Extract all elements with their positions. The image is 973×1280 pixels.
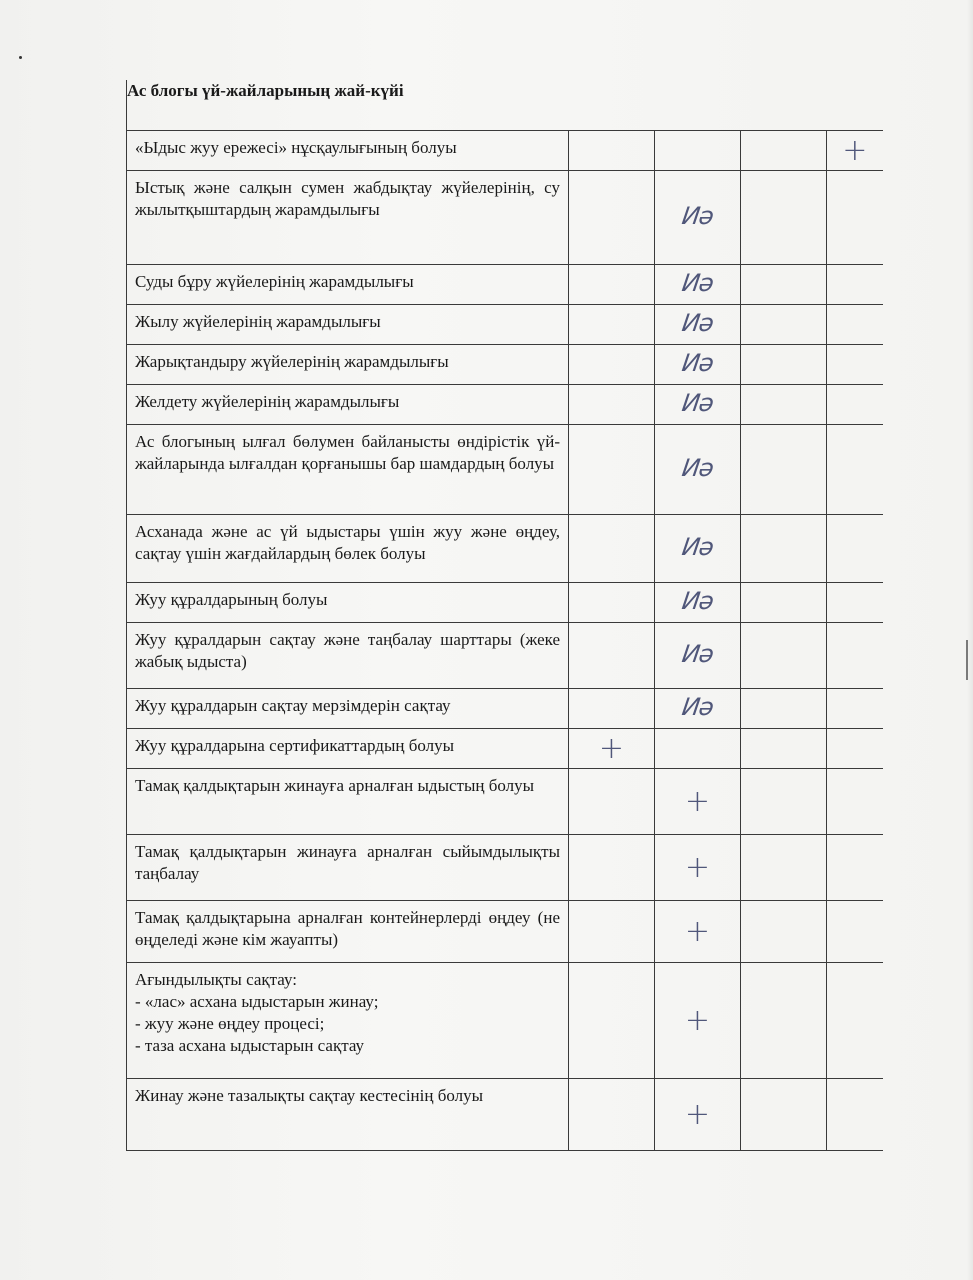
mark-cell-col4 — [827, 130, 883, 170]
mark-cell-col3 — [741, 834, 827, 900]
table-row — [127, 130, 883, 170]
mark-cell-col4 — [827, 1078, 883, 1150]
speck — [19, 56, 22, 59]
handwritten-mark: Иә — [680, 202, 715, 231]
mark-cell-col4 — [827, 728, 883, 768]
mark-cell-col4 — [827, 962, 883, 1078]
mark-cell-col2 — [655, 834, 741, 900]
mark-cell-col1 — [569, 170, 655, 264]
mark-cell-col2 — [655, 170, 741, 264]
mark-cell-col1 — [569, 304, 655, 344]
handwritten-mark: + — [684, 1096, 711, 1132]
mark-cell-col1 — [569, 728, 655, 768]
mark-cell-col4 — [827, 582, 883, 622]
handwritten-mark: + — [684, 913, 711, 949]
mark-cell-col1 — [569, 514, 655, 582]
mark-cell-col1 — [569, 1078, 655, 1150]
mark-cell-col4 — [827, 384, 883, 424]
mark-cell-col4 — [827, 304, 883, 344]
mark-cell-col3 — [741, 130, 827, 170]
mark-cell-col1 — [569, 834, 655, 900]
handwritten-mark: Иә — [680, 454, 715, 483]
mark-cell-col1 — [569, 688, 655, 728]
mark-cell-col2 — [655, 1078, 741, 1150]
table-row — [127, 304, 883, 344]
mark-cell-col4 — [827, 264, 883, 304]
mark-cell-col2 — [655, 384, 741, 424]
criterion-label: Тамақ қалдықтарына арналған контейнерлерді өңдеу (не өңделеді және кім жауапты) — [127, 900, 569, 962]
table-row — [127, 688, 883, 728]
table-row — [127, 1078, 883, 1150]
table-row — [127, 622, 883, 688]
criterion-label: Жуу құралдарына сертификаттардың болуы — [127, 728, 569, 768]
criterion-label: Тамақ қалдықтарын жинауға арналған сыйымдылықты таңбалау — [127, 834, 569, 900]
criterion-label: Тамақ қалдықтарын жинауға арналған ыдыстың болуы — [127, 768, 569, 834]
handwritten-mark: Иә — [680, 587, 715, 616]
criterion-label: Желдету жүйелерінің жарамдылығы — [127, 384, 569, 424]
criterion-label: Ағындылықты сақтау: - «лас» асхана ыдыстарын жинау; - жуу және өңдеу процесі; - таза асхана ыдыстарын сақтау — [127, 962, 569, 1078]
mark-cell-col3 — [741, 688, 827, 728]
mark-cell-col3 — [741, 622, 827, 688]
mark-cell-col1 — [569, 768, 655, 834]
criterion-label: «Ыдыс жуу ережесі» нұсқаулығының болуы — [127, 130, 569, 170]
table-row — [127, 728, 883, 768]
mark-cell-col2 — [655, 304, 741, 344]
mark-cell-col1 — [569, 622, 655, 688]
section-header-row — [127, 80, 883, 130]
mark-cell-col3 — [741, 344, 827, 384]
table-row — [127, 384, 883, 424]
mark-cell-col3 — [741, 424, 827, 514]
handwritten-mark: + — [684, 849, 711, 885]
mark-cell-col3 — [741, 582, 827, 622]
mark-cell-col1 — [569, 962, 655, 1078]
table-row — [127, 768, 883, 834]
mark-cell-col1 — [569, 582, 655, 622]
mark-cell-col1 — [569, 384, 655, 424]
mark-cell-col1 — [569, 130, 655, 170]
mark-cell-col4 — [827, 514, 883, 582]
mark-cell-col3 — [741, 264, 827, 304]
mark-cell-col4 — [827, 424, 883, 514]
criterion-label: Ас блогының ылғал бөлумен байланысты өндірістік үй-жайларында ылғалдан қорғанышы бар шамдардың болуы — [127, 424, 569, 514]
handwritten-mark: Иә — [680, 693, 715, 722]
mark-cell-col4 — [827, 344, 883, 384]
criterion-label: Жуу құралдарының болуы — [127, 582, 569, 622]
mark-cell-col4 — [827, 768, 883, 834]
inspection-table-body — [127, 80, 883, 1150]
mark-cell-col2 — [655, 264, 741, 304]
mark-cell-col2 — [655, 344, 741, 384]
criterion-label: Суды бұру жүйелерінің жарамдылығы — [127, 264, 569, 304]
mark-cell-col2 — [655, 622, 741, 688]
mark-cell-col2 — [655, 962, 741, 1078]
table-row — [127, 514, 883, 582]
mark-cell-col2 — [655, 130, 741, 170]
mark-cell-col2 — [655, 582, 741, 622]
mark-cell-col2 — [655, 424, 741, 514]
mark-cell-col2 — [655, 900, 741, 962]
handwritten-mark: Иә — [680, 269, 715, 298]
mark-cell-col4 — [827, 834, 883, 900]
mark-cell-col3 — [741, 962, 827, 1078]
mark-cell-col3 — [741, 514, 827, 582]
mark-cell-col1 — [569, 264, 655, 304]
mark-cell-col1 — [569, 344, 655, 384]
page-edge-shadow — [967, 0, 973, 1280]
mark-cell-col4 — [827, 900, 883, 962]
mark-cell-col4 — [827, 688, 883, 728]
mark-cell-col3 — [741, 728, 827, 768]
mark-cell-col3 — [741, 384, 827, 424]
mark-cell-col4 — [827, 622, 883, 688]
mark-cell-col2 — [655, 514, 741, 582]
table-row — [127, 170, 883, 264]
handwritten-mark: Иә — [680, 389, 715, 418]
mark-cell-col1 — [569, 424, 655, 514]
criterion-label: Асханада және ас үй ыдыстары үшін жуу және өңдеу, сақтау үшін жағдайлардың бөлек болуы — [127, 514, 569, 582]
criterion-label: Жуу құралдарын сақтау мерзімдерін сақтау — [127, 688, 569, 728]
mark-cell-col2 — [655, 728, 741, 768]
mark-cell-col4 — [827, 170, 883, 264]
section-title: Ас блогы үй-жайларының жай-күйі — [127, 80, 883, 130]
table-row — [127, 900, 883, 962]
mark-cell-col2 — [655, 688, 741, 728]
table-row — [127, 962, 883, 1078]
criterion-label: Жинау және тазалықты сақтау кестесінің болуы — [127, 1078, 569, 1150]
criterion-label: Ыстық және салқын сумен жабдықтау жүйелерінің, су жылытқыштардың жарамдылығы — [127, 170, 569, 264]
criterion-label: Жарықтандыру жүйелерінің жарамдылығы — [127, 344, 569, 384]
inspection-table — [126, 80, 883, 1151]
criterion-label: Жылу жүйелерінің жарамдылығы — [127, 304, 569, 344]
handwritten-mark: + — [598, 730, 625, 766]
mark-cell-col2 — [655, 768, 741, 834]
table-row — [127, 582, 883, 622]
mark-cell-col3 — [741, 900, 827, 962]
table-row — [127, 344, 883, 384]
handwritten-mark: Иә — [680, 533, 715, 562]
handwritten-mark: + — [684, 1002, 711, 1038]
table-row — [127, 834, 883, 900]
mark-cell-col3 — [741, 768, 827, 834]
mark-cell-col3 — [741, 170, 827, 264]
handwritten-mark: Иә — [680, 640, 715, 669]
mark-cell-col3 — [741, 1078, 827, 1150]
mark-cell-col1 — [569, 900, 655, 962]
handwritten-mark: + — [684, 783, 711, 819]
criterion-label: Жуу құралдарын сақтау және таңбалау шарттары (жеке жабық ыдыста) — [127, 622, 569, 688]
mark-cell-col3 — [741, 304, 827, 344]
handwritten-mark: + — [842, 132, 868, 168]
handwritten-mark: Иә — [680, 309, 715, 338]
table-row — [127, 264, 883, 304]
table-row — [127, 424, 883, 514]
handwritten-mark: Иә — [680, 349, 715, 378]
